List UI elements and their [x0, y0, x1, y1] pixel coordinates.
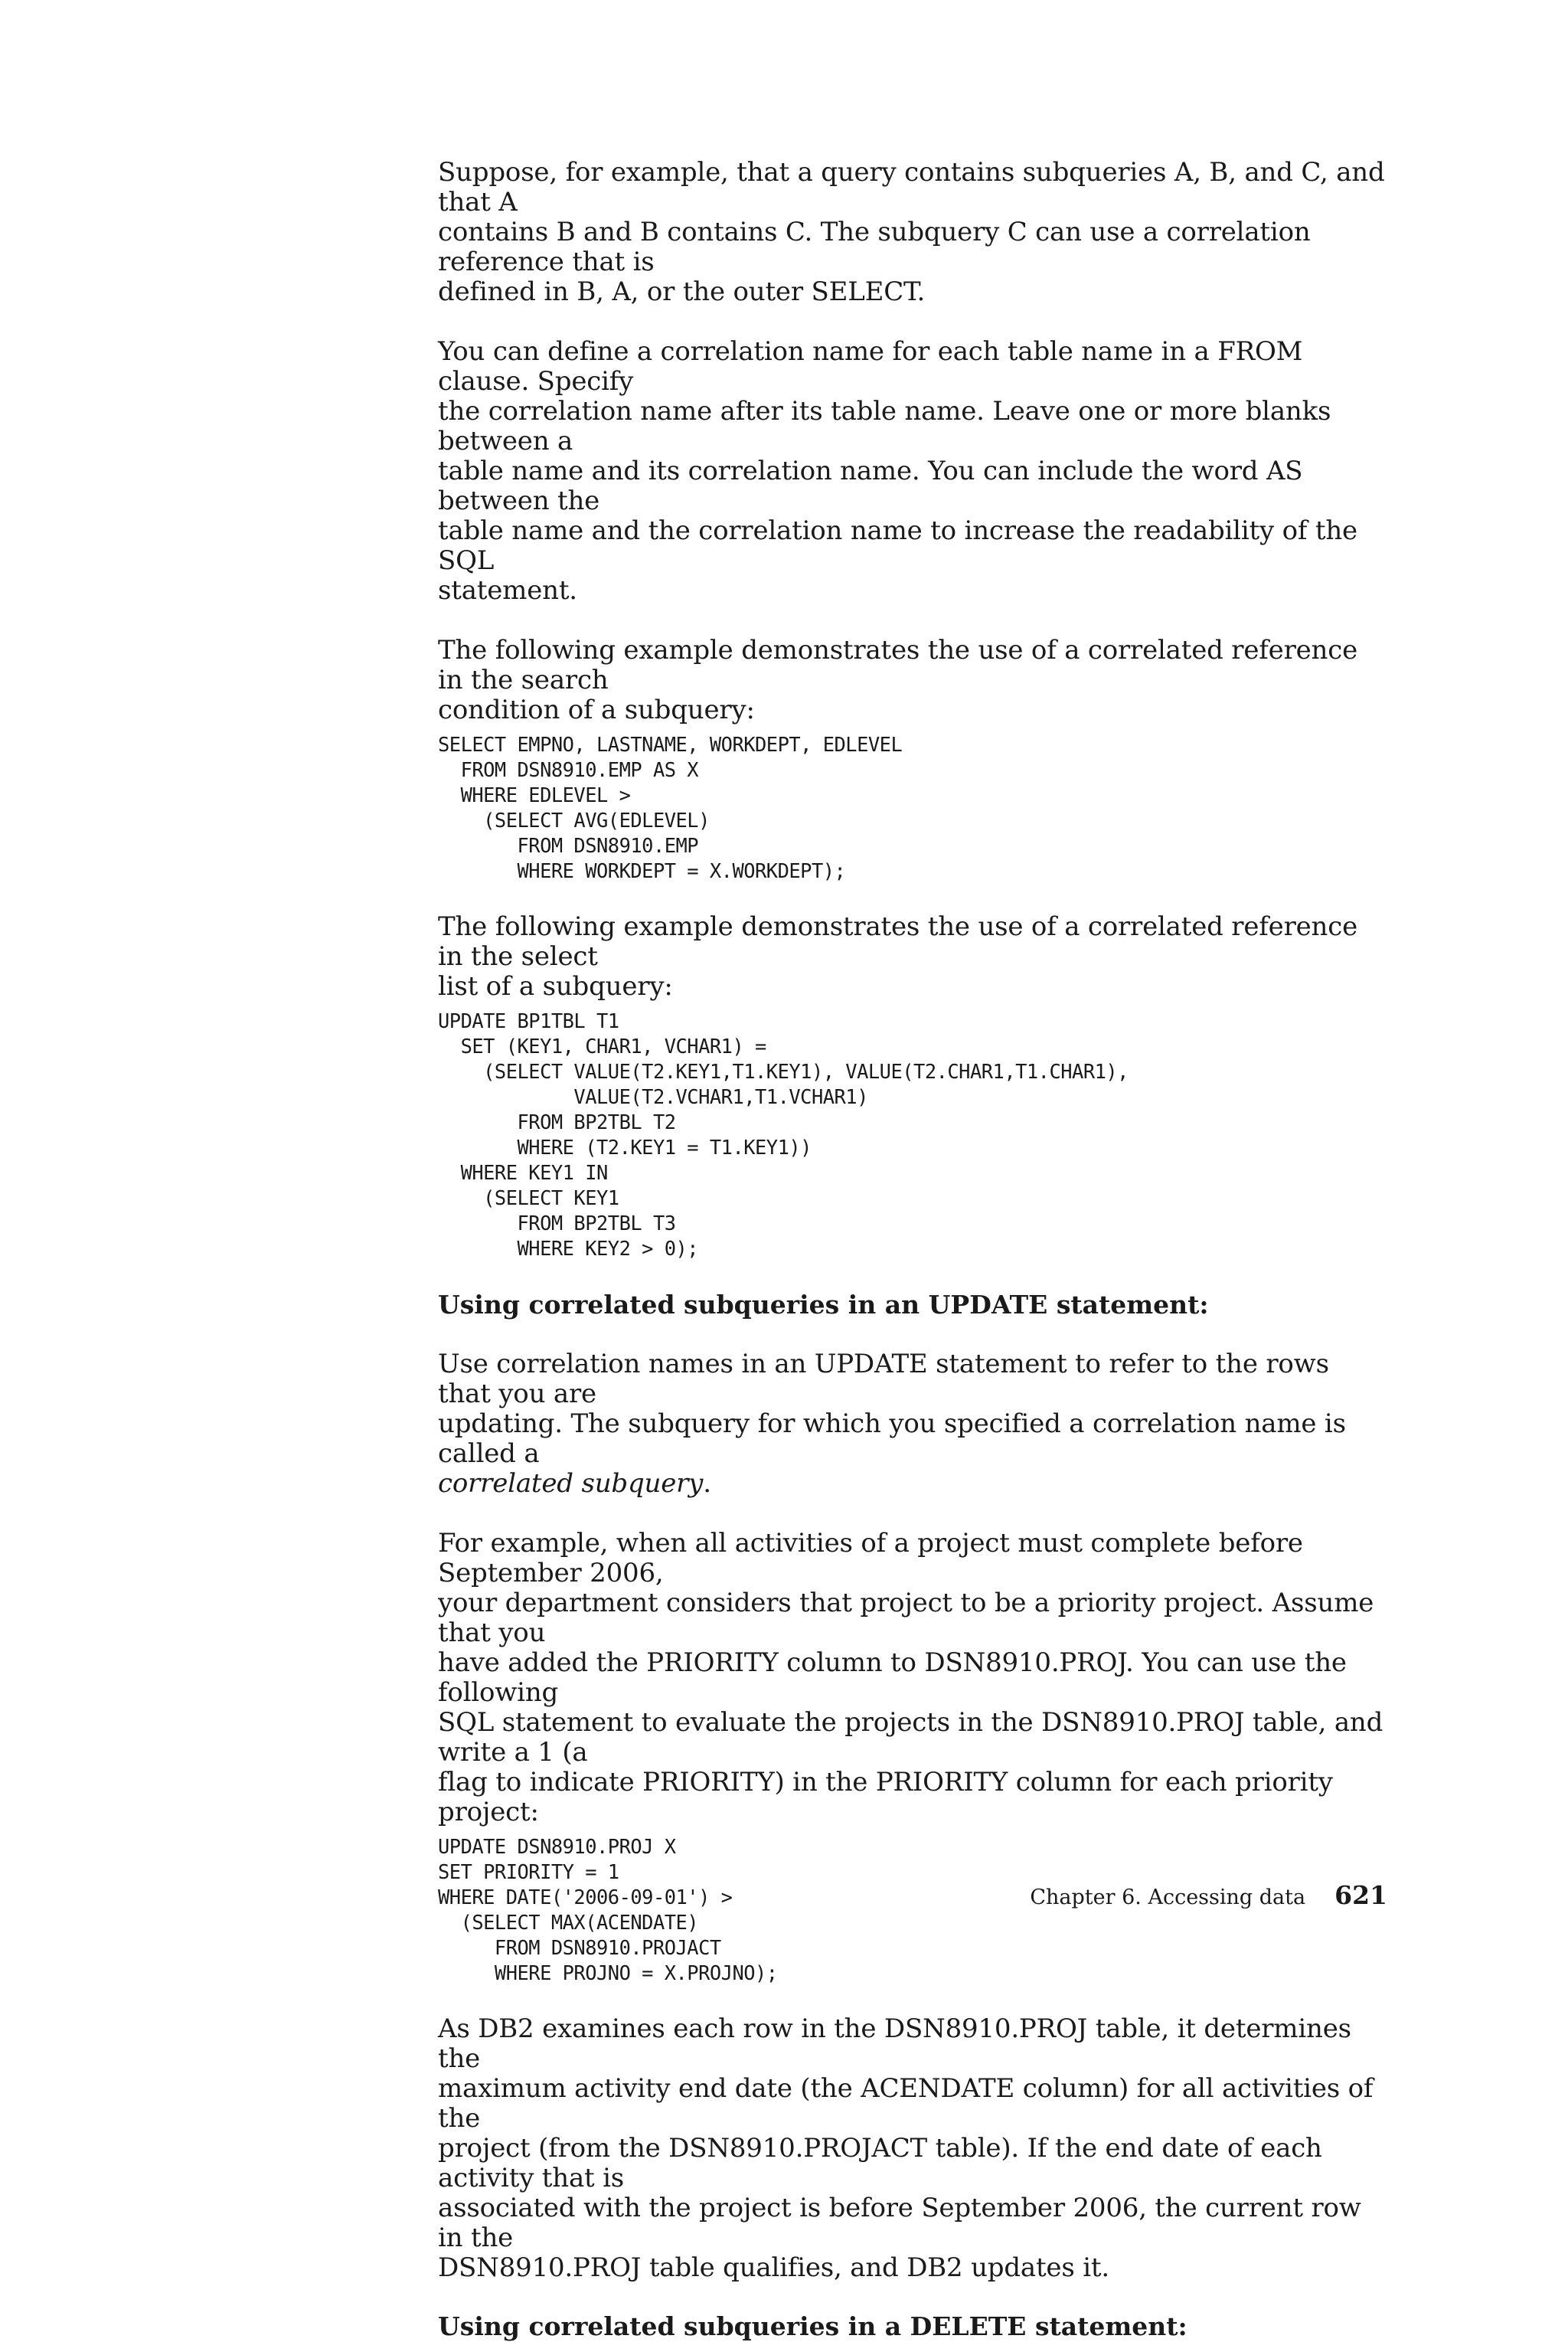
- paragraph-update-period: .: [703, 1468, 711, 1499]
- page-content: [438, 158, 1387, 2342]
- footer-page-number: 621: [1334, 1880, 1387, 1910]
- term-correlated-subquery: correlated subquery: [438, 1468, 704, 1499]
- code-example-select-list: UPDATE BP1TBL T1 SET (KEY1, CHAR1, VCHAR1) = (SELECT VALUE(T2.KEY1,T1.KEY1), VALUE(T2.CHAR1,T1.CHAR1), VALUE(T2.VCHAR1,T1.VCHAR1) FROM BP2TBL T2 WHERE (T2.KEY1 = T1.KEY1)) WHERE KEY1 IN (SELECT KEY1 FROM BP2TBL T3 WHERE KEY2 > 0);: [438, 1009, 1129, 1260]
- code-example-priority-update: UPDATE DSN8910.PROJ X SET PRIORITY = 1 WHERE DATE('2006-09-01') > (SELECT MAX(ACENDATE) FROM DSN8910.PROJACT WHERE PROJNO = X.PROJNO);: [438, 1835, 778, 1984]
- paragraph-db2-examines: As DB2 examines each row in the DSN8910.PROJ table, it determines the maximum activity end date (the ACENDATE column) for all activities of the project (from the DSN8910.PROJACT table). If the end date of each activity that is associated with the project is before September 2006, the current row in the DSN8910.PROJ table qualifies, and DB2 updates it.: [438, 2013, 1374, 2283]
- page-footer: [1030, 1882, 1387, 1911]
- paragraph-subquery-nesting: Suppose, for example, that a query contains subqueries A, B, and C, and that A contains B and B contains C. The subquery C can use a correlation reference that is defined in B, A, or the outer SELECT.: [438, 157, 1385, 307]
- paragraph-update-correlation: [438, 1349, 1387, 1499]
- paragraph-priority-example: For example, when all activities of a project must complete before September 2006, your department considers that project to be a priority project. Assume that you have added the PRIORITY column to DSN8910.PROJ. You can use the following SQL statement to evaluate the projects in the DSN8910.PROJ table, and write a 1 (a flag to indicate PRIORITY) in the PRIORITY column for each priority project:: [438, 1528, 1383, 1827]
- footer-chapter-title: Chapter 6. Accessing data: [1030, 1886, 1306, 1909]
- paragraph-search-condition-intro: The following example demonstrates the use of a correlated reference in the search condition of a subquery:: [438, 635, 1358, 725]
- code-example-search-condition: SELECT EMPNO, LASTNAME, WORKDEPT, EDLEVEL FROM DSN8910.EMP AS X WHERE EDLEVEL > (SELECT AVG(EDLEVEL) FROM DSN8910.EMP WHERE WORKDEPT = X.WORKDEPT);: [438, 733, 903, 882]
- heading-delete-statement: Using correlated subqueries in a DELETE statement:: [438, 2311, 1187, 2341]
- heading-update-statement: Using correlated subqueries in an UPDATE statement:: [438, 1290, 1209, 1320]
- paragraph-update-text: Use correlation names in an UPDATE statement to refer to the rows that you are updating. The subquery for which you specified a correlation name is called a: [438, 1349, 1346, 1469]
- paragraph-correlation-name: You can define a correlation name for each table name in a FROM clause. Specify the correlation name after its table name. Leave one or more blanks between a table name and its correlation name. You can include the word AS between the table name and the correlation name to increase the readability of the SQL statement.: [438, 336, 1357, 606]
- paragraph-select-list-intro: The following example demonstrates the use of a correlated reference in the select list of a subquery:: [438, 911, 1358, 1002]
